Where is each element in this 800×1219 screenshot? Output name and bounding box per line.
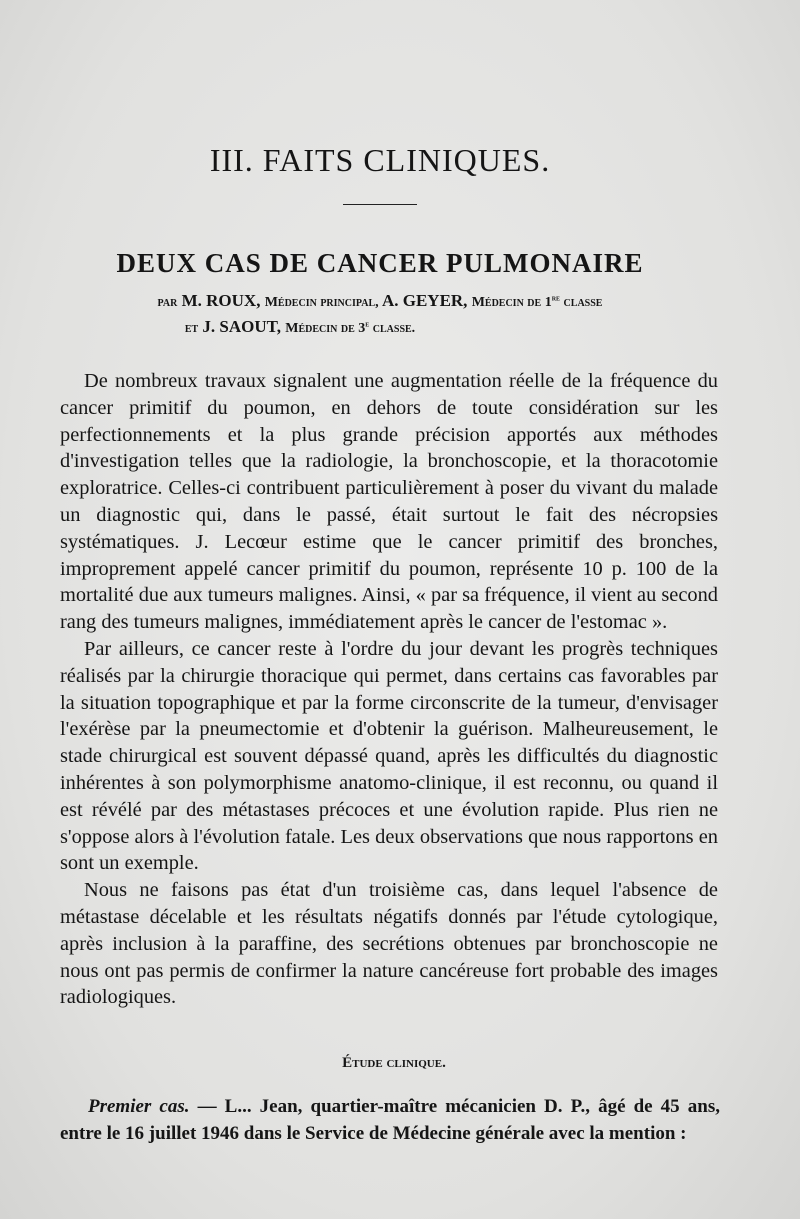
case-label: Premier cas. — [88, 1096, 190, 1117]
author-1: M. ROUX, — [181, 291, 261, 310]
article-title: DEUX CAS DE CANCER PULMONAIRE — [116, 248, 644, 278]
author-2-role: Médecin de 1re classe — [471, 292, 603, 310]
byline-et: et — [184, 321, 199, 336]
paragraph-3: Nous ne faisons pas état d'un troisième cas, dans lequel l'absence de métastase décelable et les résultats négatifs donnés par l'étude cytologique, après inclusion à la paraffine, des secrétions obtenues par bronchoscopie ne nous ont pas permis de confirmer la nature cancéreuse fort probable des images radiologiques. — [60, 879, 718, 1009]
author-3-role: Médecin de 3e classe. — [285, 318, 416, 336]
case-text: — L... Jean, quartier-maître mécanicien D. P., âgé de 45 ans, entre le 16 juillet 1946 dans le Service de Médecine générale avec la mention : — [60, 1096, 720, 1144]
author-3: J. SAOUT, — [202, 317, 281, 336]
first-case — [60, 1093, 720, 1147]
byline-par: par — [157, 295, 178, 310]
author-1-role: Médecin principal, — [264, 295, 379, 310]
body-text — [60, 368, 718, 1011]
byline-line-1 — [0, 291, 760, 311]
byline-line-2 — [40, 317, 560, 337]
section-title: III. FAITS CLINIQUES. — [209, 142, 551, 178]
paragraph-1: De nombreux travaux signalent une augmentation réelle de la fréquence du cancer primitif du poumon, en dehors de toute considération sur les perfectionnements et la plus grande précision apportés aux méthodes d'investigation telles que la radiologie, la bronchoscopie, et la thoracotomie exploratrice. Celles-ci contribuent particulièrement à poser du vivant du malade un diagnostic qui, dans le passé, était surtout le fait des nécropsies systématiques. J. Lecœur estime que le cancer primitif des bronches, improprement appelé cancer primitif du poumon, représente 10 p. 100 de la mortalité due aux tumeurs malignes. Ainsi, « par sa fréquence, il vient au second rang des tumeurs malignes, immédiatement après le cancer de l'estomac ». — [60, 370, 718, 634]
section-subheading: Étude clinique. — [342, 1055, 446, 1071]
author-2: A. GEYER, — [381, 291, 468, 310]
title-divider — [343, 204, 417, 205]
paragraph-2: Par ailleurs, ce cancer reste à l'ordre du jour devant les progrès techniques réalisés par la chirurgie thoracique qui permet, dans certains cas favorables par la situation topographique et par la forme circonscrite de la tumeur, d'envisager l'exérèse par la pneumectomie et d'obtenir la guérison. Malheureusement, le stade chirurgical est souvent dépassé quand, après les difficultés du diagnostic inhérentes à son polymorphisme anatomo-clinique, il est reconnu, ou quand il est révélé par des métastases précoces et une évolution rapide. Plus rien ne s'oppose alors à l'évolution fatale. Les deux observations que nous rapportons en sont un exemple. — [60, 637, 718, 875]
